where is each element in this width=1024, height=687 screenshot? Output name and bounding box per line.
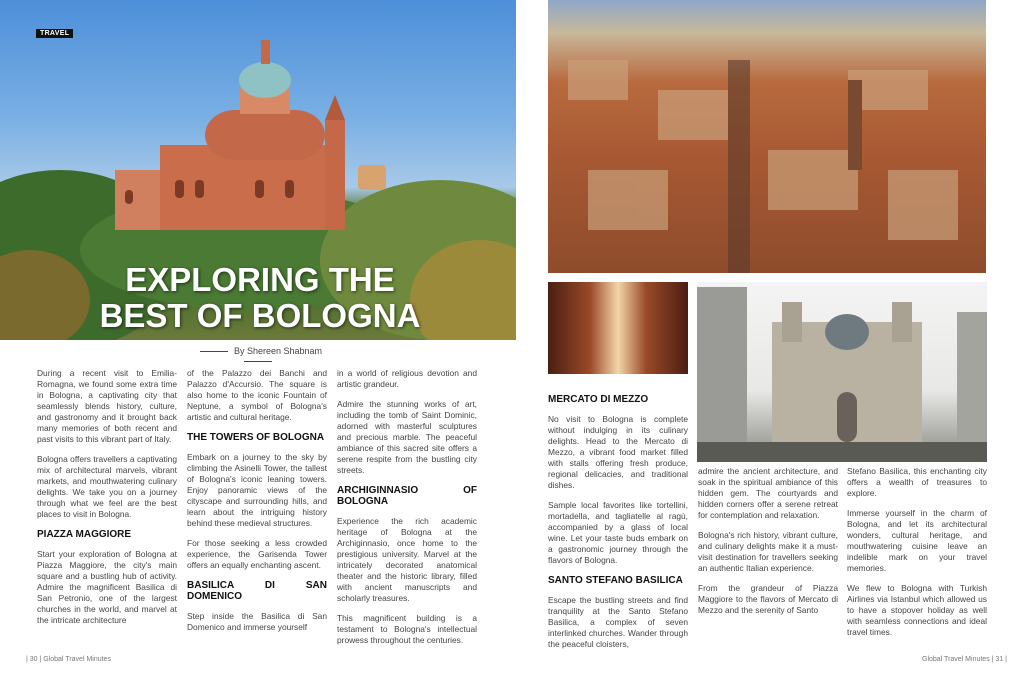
section-heading: BASILICA DI SAN DOMENICO: [187, 580, 327, 602]
section-heading: PIAZZA MAGGIORE: [37, 529, 132, 540]
column-4: [548, 388, 688, 659]
column-5: [698, 466, 838, 625]
paragraph: Bologna's rich history, vibrant culture, and culinary delights make it a must-visit destination for travellers seeking an authentic Italian experience.: [698, 530, 838, 573]
basilica-square-photo: [697, 282, 987, 462]
paragraph: Escape the bustling streets and find tranquility at the Santo Stefano Basilica, a complex of seven interlinked churches. Wander through the peaceful cloisters,: [548, 595, 688, 649]
article-title: [80, 262, 440, 334]
paragraph: Stefano Basilica, this enchanting city offers a wealth of treasures to explore.: [847, 466, 987, 498]
paragraph: Start your exploration of Bologna at Piazza Maggiore, the city's main square and a bustling hub of activity. Admire the magnificent Basilica di San Petronio, one of the largest churches in the world, and marvel at the intricate architecture: [37, 549, 177, 625]
paragraph: For those seeking a less crowded experience, the Garisenda Tower offers an equally enchanting ascent.: [187, 538, 327, 570]
paragraph: We flew to Bologna with Turkish Airlines via Istanbul which allowed us to have a stopover holiday as well with seamless connections and ideal travel times.: [847, 583, 987, 637]
paragraph: Admire the stunning works of art, including the tomb of Saint Dominic, adorned with masterful sculptures and precious marble. The peaceful ambiance of this sacred site offers a serene respite from the bustling city streets.: [337, 399, 477, 475]
paragraph: From the grandeur of Piazza Maggiore to the flavors of Mercato di Mezzo and the serenity of Santo: [698, 583, 838, 615]
section-heading: SANTO STEFANO BASILICA: [548, 575, 683, 586]
paragraph: Experience the rich academic heritage of Bologna at the Archiginnasio, once home to the prestigious university. Marvel at the intricately decorated anatomical theater and the historic library, filled with ancient manuscripts and scholarly treasures.: [337, 516, 477, 603]
paragraph: No visit to Bologna is complete without indulging in its culinary delights. Head to the Mercato di Mezzo, a vibrant food market filled with stalls offering fresh produce, regional delicacies, and traditional dishes.: [548, 414, 688, 490]
section-heading: ARCHIGINNASIO OF BOLOGNA: [337, 485, 477, 507]
portico-photo: [548, 282, 688, 374]
title-line-2: BEST OF BOLOGNA: [99, 297, 421, 334]
section-heading: THE TOWERS OF BOLOGNA: [187, 432, 325, 443]
column-6: [847, 466, 987, 647]
column-2: [187, 368, 327, 642]
paragraph: Immerse yourself in the charm of Bologna, and let its architectural wonders, cultural heritage, and mouthwatering cuisine leave an indelible mark on your travel memories.: [847, 508, 987, 573]
title-line-1: EXPLORING THE: [125, 261, 395, 298]
paragraph: admire the ancient architecture, and soak in the spiritual ambiance of this hidden gem. The courtyards and hidden corners offer a serene retreat for contemplation and relaxation.: [698, 466, 838, 520]
rooftops-illustration: [548, 0, 986, 273]
paragraph: in a world of religious devotion and artistic grandeur.: [337, 368, 477, 389]
paragraph: of the Palazzo dei Banchi and Palazzo d'Accursio. The square is also home to the iconic Fountain of Neptune, a symbol of Bologna's artistic and cultural heritage.: [187, 368, 327, 422]
section-tag: TRAVEL: [36, 29, 73, 38]
page-number-right: Global Travel Minutes | 31 |: [922, 656, 1007, 663]
section-heading: MERCATO DI MEZZO: [548, 394, 649, 405]
paragraph: Bologna offers travellers a captivating mix of architectural marvels, vibrant markets, and mouthwatering culinary delights. We take you on a journey through what we feel are the best places to visit in Bologna.: [37, 454, 177, 519]
paragraph: Embark on a journey to the sky by climbing the Asinelli Tower, the tallest of Bologna's iconic leaning towers. Enjoy panoramic views of the cityscape and surrounding hills, and learn about the intriguing history behind these medieval structures.: [187, 452, 327, 528]
column-1: [37, 368, 177, 635]
byline: By Shereen Shabnam: [178, 346, 338, 366]
paragraph: Step inside the Basilica di San Domenico and immerse yourself: [187, 611, 327, 632]
column-3: [337, 368, 477, 655]
paragraph: This magnificent building is a testament to Bologna's intellectual prowess throughout the centuries.: [337, 613, 477, 645]
church-illustration: [697, 282, 987, 462]
bologna-aerial-photo: [548, 0, 986, 273]
page-number-left: | 30 | Global Travel Minutes: [26, 656, 111, 663]
paragraph: Sample local favorites like tortellini, mortadella, and tagliatelle al ragù, accompanied by a glass of local wine. Let your taste buds embark on a gastronomic journey through the flavors of Bologna.: [548, 500, 688, 565]
paragraph: During a recent visit to Emilia-Romagna, we found some extra time in Bologna, a captivating city that seamlessly blends history, culture, and gastronomy and it brought back many memories of both recent and past visits to this vibrant part of Italy.: [37, 368, 177, 444]
